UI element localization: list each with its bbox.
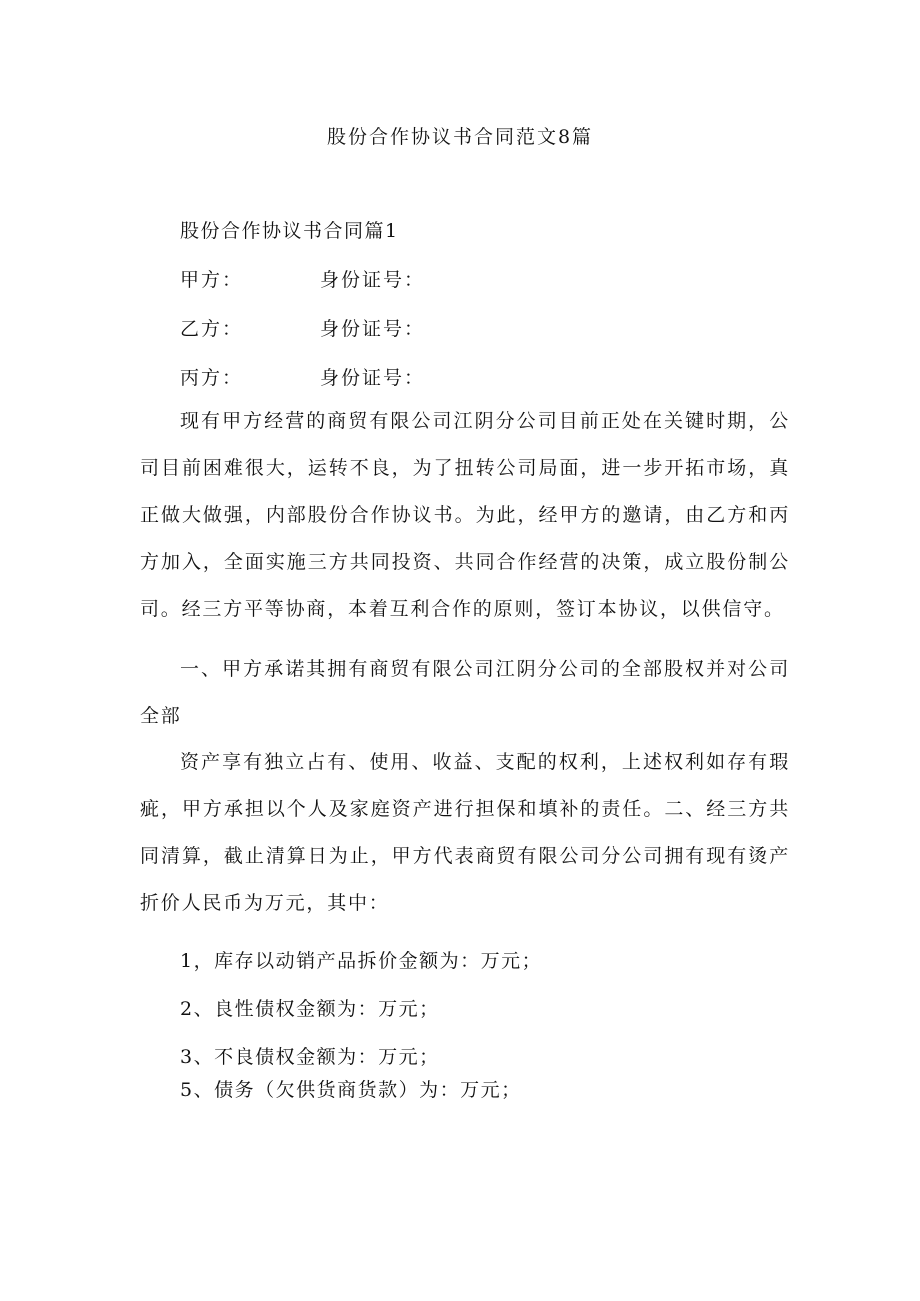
party-row xyxy=(180,363,425,390)
section-heading: 股份合作协议书合同篇1 xyxy=(180,220,399,242)
intro-paragraph: 现有甲方经营的商贸有限公司江阴分公司目前正处在关键时期，公司目前困难很大，运转不良，为了扭转公司局面，进一步开拓市场，真正做大做强，内部股份合作协议书。为此，经甲方的邀请，由乙方和丙方加入，全面实施三方共同投资、共同合作经营的决策，成立股份制公司。经三方平等协商，本着互利合作的原则，签订本协议，以供信守。 xyxy=(140,410,790,620)
id-number-label: 身份证号： xyxy=(320,269,426,291)
party-row xyxy=(180,265,425,292)
list-item: 5、债务（欠供货商货款）为：万元； xyxy=(180,1079,522,1101)
party-label: 乙方： xyxy=(180,318,244,340)
list-item: 2、良性债权金额为：万元； xyxy=(180,998,440,1020)
id-number-label: 身份证号： xyxy=(320,367,426,389)
clause-one-paragraph: 一、甲方承诺其拥有商贸有限公司江阴分公司的全部股权并对公司全部 xyxy=(140,658,790,727)
party-label: 甲方： xyxy=(180,269,244,291)
party-label: 丙方： xyxy=(180,367,244,389)
list-item: 3、不良债权金额为：万元； xyxy=(180,1046,440,1068)
list-item: 1，库存以动销产品拆价金额为：万元； xyxy=(180,950,543,972)
document-title: 股份合作协议书合同范文8篇 xyxy=(326,126,594,148)
party-row xyxy=(180,314,425,341)
clause-two-paragraph: 资产享有独立占有、使用、收益、支配的权利，上述权利如存有瑕疵，甲方承担以个人及家庭资产进行担保和填补的责任。二、经三方共同清算，截止清算日为止，甲方代表商贸有限公司分公司拥有现有烫产折价人民币为万元，其中： xyxy=(140,751,790,914)
id-number-label: 身份证号： xyxy=(320,318,426,340)
